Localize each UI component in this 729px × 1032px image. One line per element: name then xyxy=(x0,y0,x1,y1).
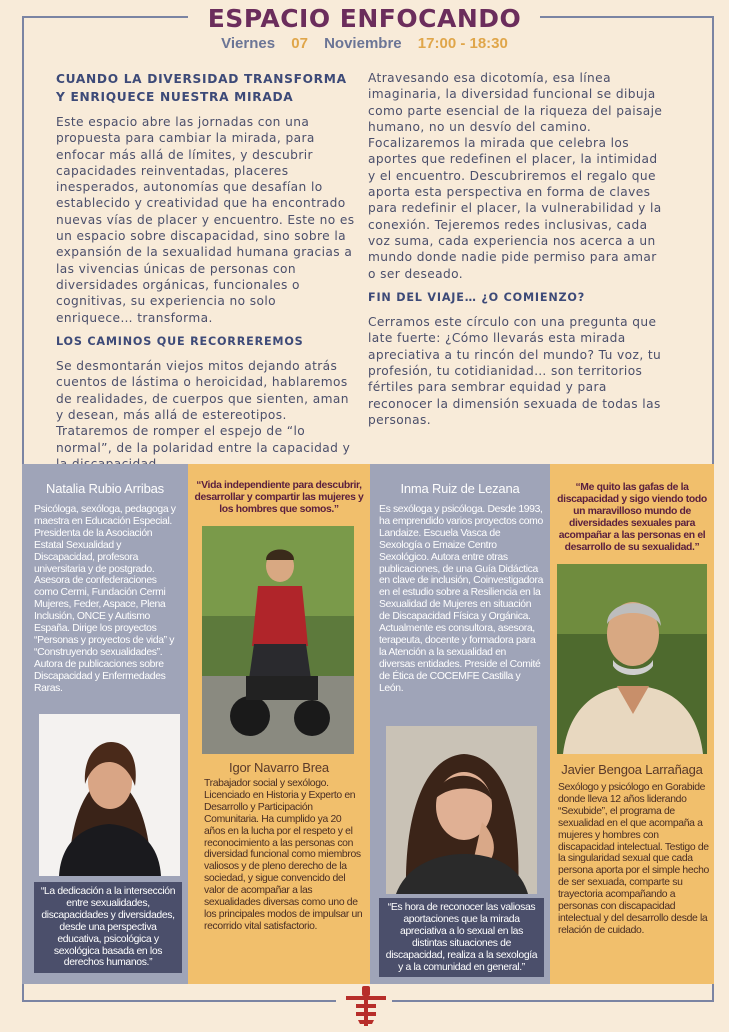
article-right-column xyxy=(368,70,668,428)
page-title: ESPACIO ENFOCANDO xyxy=(207,4,522,33)
section-body-end: Cerramos este círculo con una pregunta que late fuerte: ¿Cómo llevarás esta mirada apreciativa a tu rincón del mundo? Tu voz, tu profesión, tu cotidianidad… son territorios fértiles para sembrar equidad y para reconocer la dimensión sexuada de todas las personas. xyxy=(368,315,662,427)
frame-bottom-left xyxy=(22,1000,336,1002)
speaker-name: Inma Ruiz de Lezana xyxy=(400,481,520,496)
speaker-photo xyxy=(386,726,537,894)
speaker-card-inma xyxy=(370,464,550,984)
speaker-photo xyxy=(202,526,354,754)
event-time: 17:00 - 18:30 xyxy=(417,35,508,52)
speaker-bio: Psicóloga, sexóloga, pedagoga y maestra en Educación Especial. Presidenta de la Asociación Estatal Sexualidad y Discapacidad, profesora universitaria y de postgrado. Asesora de confederaciones como Cermi, Fundación Cermi Mujeres, Feder, Aspace, Plena Inclusión, ONCE y Autismo España. Dirige los proyectos “Personas y proyectos de vida” y “Construyendo sexualidades”. Autora de publicaciones sobre Discapacidad y Enfermedades Raras. xyxy=(34,504,176,694)
speaker-bio: Trabajador social y sexólogo. Licenciado en Historia y Experto en Desarrollo y Participación Comunitaria. Ha cumplido ya 20 años en la lucha por el respeto y el reconocimiento a las personas con diversidad funcional como miembros valiosos y de pleno derecho de la sociedad, y sigue convencido del valor de acompañar a las sexualidades diversas como uno de los principales modos de impulsar un recorrido vital satisfactorio. xyxy=(204,778,363,932)
speaker-quote: “Me quito las gafas de la discapacidad y sigo viendo todo un maravilloso mundo de diversidades sexuales para acompañar a las personas en el desarrollo de su sexualidad.” xyxy=(557,482,707,553)
speaker-card-natalia xyxy=(22,464,188,984)
frame-bottom-right xyxy=(392,1000,714,1002)
speaker-card-igor xyxy=(188,464,370,984)
speaker-card-javier xyxy=(550,464,714,984)
article-left-column xyxy=(56,70,356,472)
speaker-photo xyxy=(39,714,180,876)
speaker-name: Igor Navarro Brea xyxy=(229,760,329,775)
section-title-diversity: CUANDO LA DIVERSIDAD TRANSFORMA Y ENRIQUECE NUESTRA MIRADA xyxy=(56,72,347,104)
speaker-quote: “La dedicación a la intersección entre sexualidades, discapacidades y diversidades, desde una perspectiva educativa, psicológica y sexológica basada en los derechos humanos.” xyxy=(34,882,182,973)
section-title-end: FIN DEL VIAJE… ¿O COMIENZO? xyxy=(368,290,586,304)
speaker-bio: Sexólogo y psicólogo en Gorabide donde lleva 12 años liderando “Sexubide”, el programa de sexualidad en el que acompaña a mujeres y hombres con discapacidad intelectual. Testigo de la singularidad sexual que cada persona aporta por el simple hecho de ser sexuada, comparte su trayectoria acompañando a personas con discapacidad intelectual y del desarrollo desde la relación de cuidado. xyxy=(558,782,709,936)
speaker-bio: Es sexóloga y psicóloga. Desde 1993, ha emprendido varios proyectos como Landaize. Escuela Vasca de Sexología o Emaize Centro Sexológico. Autora entre otras publicaciones, de una Guía Didáctica en clave de inclusión, Coinvestigadora en el estudio sobre a Resiliencia en la Sexualidad de Mujeres en situación de Discapacidad Física y Orgánica. Actualmente es consultora, asesora, terapeuta, docente y formadora para la Atención a la sexualidad en diversas entidades. Preside el Comité de Ética de COCEMFE Castilla y León. xyxy=(379,504,544,694)
speaker-name: Natalia Rubio Arribas xyxy=(46,481,164,496)
event-schedule xyxy=(0,35,729,52)
speaker-quote: “Es hora de reconocer las valiosas aportaciones que la mirada apreciativa a lo sexual en las distintas situaciones de discapacidad, realiza a la sexología y a la comunidad en general.” xyxy=(379,898,544,977)
event-day: Viernes xyxy=(221,35,276,52)
section-body-diversity: Este espacio abre las jornadas con una propuesta para cambiar la mirada, para enfocar más allá de límites, y descubrir capacidades reinventadas, placeres inesperados, autonomías que desafían lo establecido y creatividad que ha encontrado nuevas vías de placer y encuentro. Este no es un espacio sobre discapacidad, sino sobre la expansión de la sexualidad humana gracias a las vivencias únicas de personas con diversidades orgánicas, funcionales o cognitivas, su experiencia no solo enriquece… transforma. xyxy=(56,115,355,325)
speaker-photo xyxy=(557,564,707,754)
speaker-name: Javier Bengoa Larrañaga xyxy=(561,762,703,777)
section-title-paths: LOS CAMINOS QUE RECORREREMOS xyxy=(56,334,304,348)
section-body-paths: Se desmontarán viejos mitos dejando atrás cuentos de lástima o heroicidad, hablaremos de realidades, de cuerpos que sienten, aman y desean, más allá de estereotipos. Trataremos de romper el espejo de “lo normal”, de la polaridad entre la capacidad y xyxy=(56,359,351,455)
section-body-dichotomy: Atravesando esa dicotomía, esa línea imaginaria, la diversidad funcional se dibuja como parte esencial de la riqueza del paisaje humano, no un desvío del camino. Focalizaremos la mirada que celebra los aportes que redefinen el placer, la intimidad y el encuentro. Descubriremos el regalo que aporta esta perspectiva en forma de claves para redefinir el placer, la vulnerabilidad y la conexión. Tejeremos redes inclusivas, cada voz suma, cada experiencia nos acerca a un mundo donde nadie pide permiso para amar o ser deseado. xyxy=(368,71,663,281)
event-month: Noviembre xyxy=(324,35,402,52)
event-day-number: 07 xyxy=(291,35,308,52)
logo-icon xyxy=(344,986,388,1032)
speaker-quote: “Vida independiente para descubrir, desarrollar y compartir las mujeres y los hombres que somos.” xyxy=(194,480,364,515)
